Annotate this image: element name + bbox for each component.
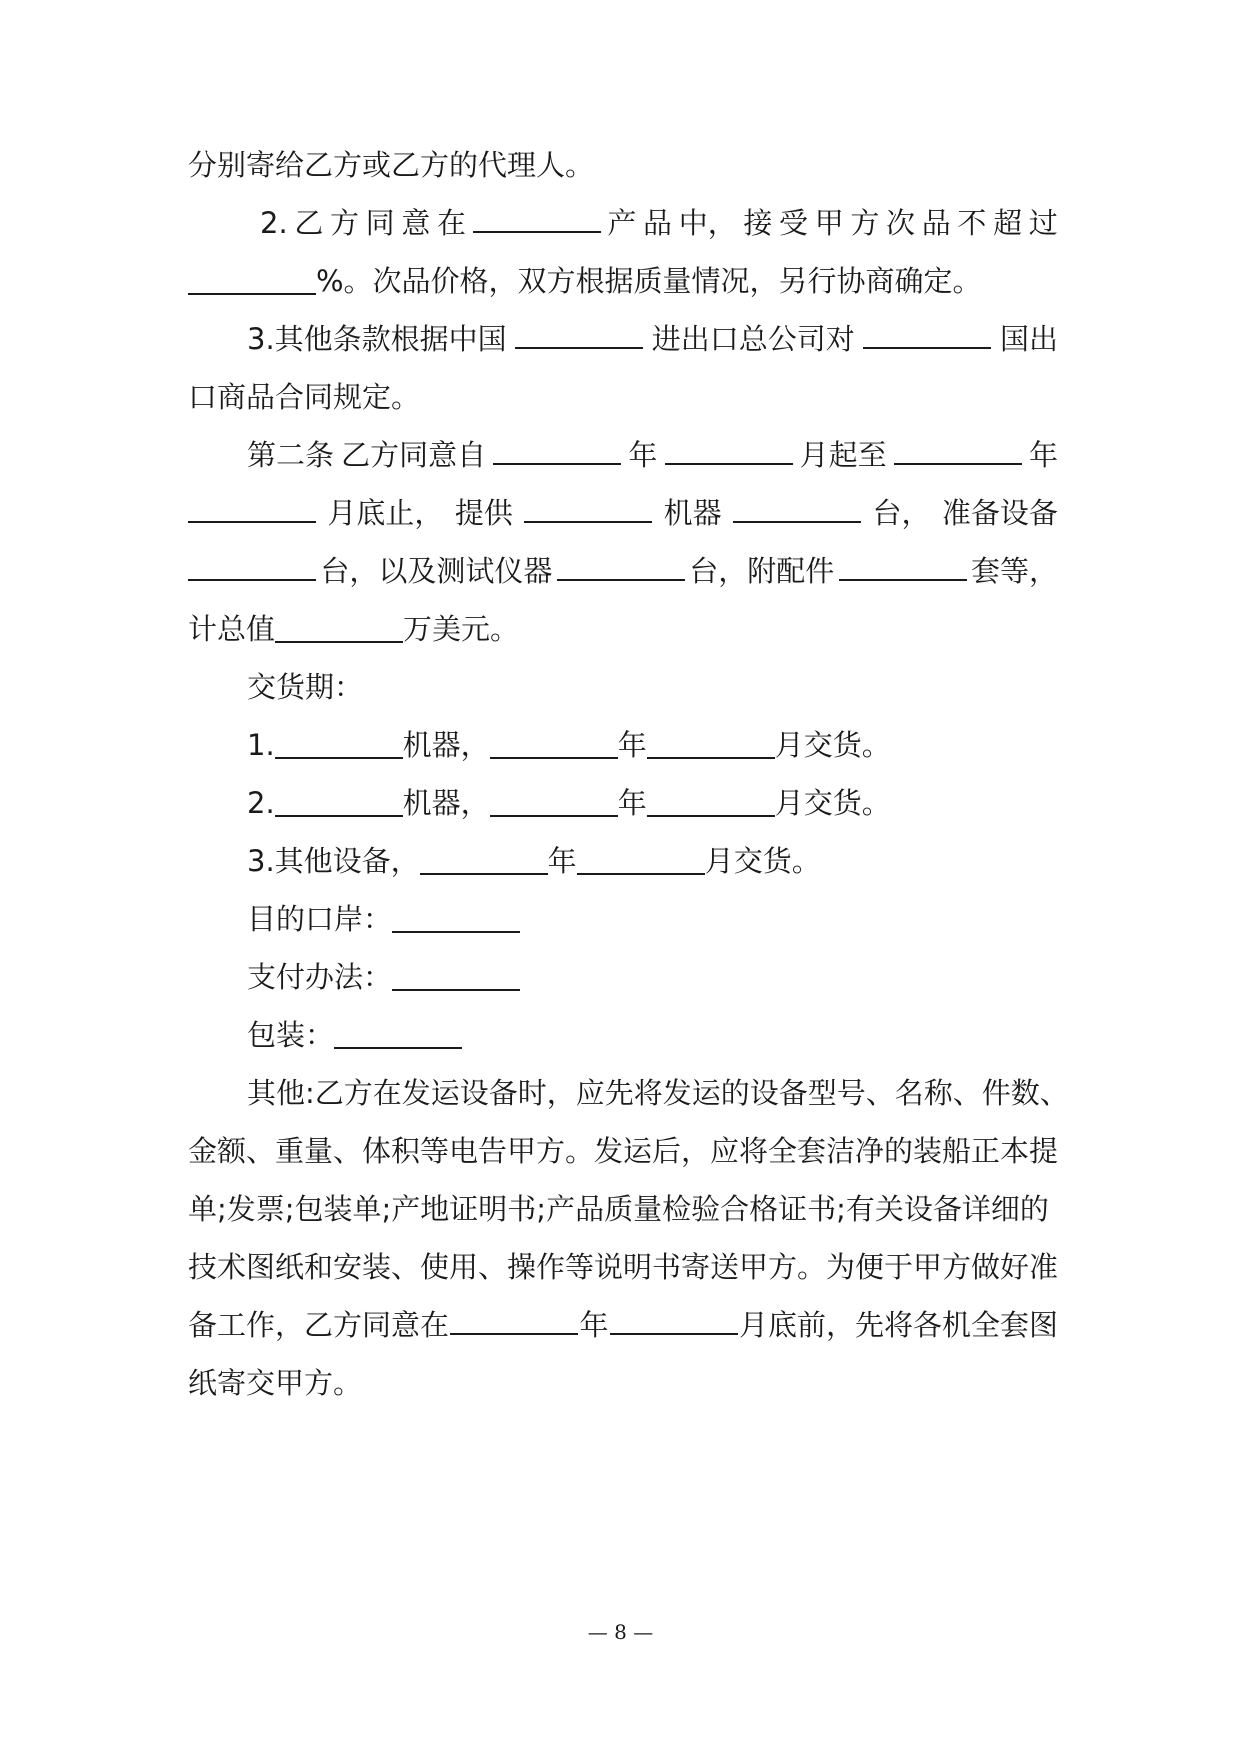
fill-blank — [490, 727, 618, 759]
field-label: 包装： — [247, 1018, 335, 1052]
text-segment: 月起至 — [799, 438, 887, 472]
text-segment: 不 — [957, 206, 987, 240]
text-segment: 乙方在发运设备时，应先将发运的设备型号、名称、件数、 — [314, 1076, 1069, 1110]
text-segment: 年 — [1028, 438, 1058, 472]
text-segment: 年 — [579, 1308, 609, 1342]
text-segment: 3.其他条款根据中国 — [247, 322, 507, 356]
fill-blank — [577, 843, 705, 875]
text-line — [188, 1126, 1058, 1176]
text-line — [247, 314, 1058, 364]
text-line — [188, 1358, 1058, 1408]
text-segment: 备工作，乙方同意在 — [188, 1308, 450, 1342]
text-segment: 中， — [678, 206, 737, 240]
text-line — [188, 546, 1058, 596]
field-label: 支付办法： — [247, 960, 393, 994]
fill-blank — [524, 491, 652, 523]
text-segment: 品 — [921, 206, 951, 240]
text-line — [260, 198, 1058, 248]
text-segment: 年 — [547, 844, 577, 878]
text-segment: 甲 — [814, 206, 844, 240]
text-line — [188, 488, 1058, 538]
fill-blank — [647, 785, 775, 817]
text-line — [188, 256, 1058, 306]
text-line — [247, 662, 1058, 712]
fill-blank — [275, 785, 403, 817]
text-segment: %。次品价格，双方根据质量情况，另行协商确定。 — [316, 264, 982, 298]
fill-blank — [490, 785, 618, 817]
text-segment: 月底前，先将各机全套图 — [738, 1308, 1058, 1342]
fill-blank — [392, 959, 520, 991]
fill-blank — [275, 727, 403, 759]
text-segment: 计总值 — [188, 612, 276, 646]
text-segment: 国出 — [999, 322, 1058, 356]
fill-blank — [493, 433, 621, 465]
text-segment: 方 — [850, 206, 880, 240]
text-segment: 品 — [643, 206, 673, 240]
text-segment: 万美元。 — [403, 612, 520, 646]
text-segment: 套等， — [970, 554, 1058, 588]
fill-blank — [334, 1017, 462, 1049]
text-segment: 月交货。 — [774, 728, 891, 762]
text-segment: 超 — [993, 206, 1023, 240]
text-segment: 乙方同意自 — [341, 438, 487, 472]
text-segment: 机器 — [663, 496, 722, 530]
fill-blank — [647, 727, 775, 759]
fill-blank — [515, 317, 643, 349]
text-line — [247, 894, 1058, 944]
text-segment: 提供 — [454, 496, 513, 530]
fill-blank — [557, 549, 685, 581]
text-segment: 年 — [617, 728, 647, 762]
text-line — [188, 1300, 1058, 1350]
list-item — [247, 778, 1058, 828]
text-line — [188, 1184, 1058, 1234]
fill-blank — [420, 843, 548, 875]
section-heading: 交货期： — [247, 670, 364, 704]
text-segment: 纸寄交甲方。 — [188, 1366, 363, 1400]
list-item — [247, 836, 1058, 886]
list-item — [247, 720, 1058, 770]
fill-blank — [863, 317, 991, 349]
text-segment: 台，附配件 — [689, 554, 835, 588]
text-segment: 2. — [247, 786, 275, 820]
text-segment: 机器， — [402, 728, 490, 762]
section-heading: 第二条 — [247, 438, 335, 472]
fill-blank — [473, 201, 601, 233]
text-segment: 台，以及测试仪器 — [320, 554, 553, 588]
text-segment: 乙 — [294, 206, 324, 240]
text-segment: 年 — [628, 438, 658, 472]
text-segment: 意 — [401, 206, 431, 240]
fill-blank — [665, 433, 793, 465]
text-segment: 方 — [330, 206, 360, 240]
text-segment: 准备设备 — [941, 496, 1058, 530]
page-number: — 8 — — [587, 1620, 654, 1644]
text-line — [188, 372, 1058, 422]
text-segment: 过 — [1028, 206, 1058, 240]
text-line — [247, 430, 1058, 480]
text-line — [247, 952, 1058, 1002]
text-segment: 月底止， — [327, 496, 444, 530]
text-segment: 口商品合同规定。 — [188, 380, 421, 414]
text-line — [188, 604, 1058, 654]
text-segment: 技术图纸和安装、使用、操作等说明书寄送甲方。为便于甲方做好准 — [188, 1250, 1059, 1284]
text-segment: 机器， — [402, 786, 490, 820]
text-segment: 月交货。 — [774, 786, 891, 820]
text-segment: 接 — [743, 206, 773, 240]
field-label: 目的口岸： — [247, 902, 393, 936]
fill-blank — [839, 549, 967, 581]
text-line — [188, 1242, 1058, 1292]
fill-blank — [188, 263, 316, 295]
fill-blank — [392, 901, 520, 933]
text-segment: 金额、重量、体积等电告甲方。发运后，应将全套洁净的装船正本提 — [188, 1134, 1059, 1168]
text-segment: 分别寄给乙方或乙方的代理人。 — [188, 148, 595, 182]
text-segment: 3.其他设备， — [247, 844, 420, 878]
text-segment: 同 — [365, 206, 395, 240]
fill-blank — [450, 1303, 578, 1335]
text-segment: 在 — [437, 206, 467, 240]
text-segment: 产 — [607, 206, 637, 240]
fill-blank — [610, 1303, 738, 1335]
text-segment: 受 — [779, 206, 809, 240]
text-line — [247, 1068, 1069, 1118]
text-line — [247, 1010, 1058, 1060]
text-segment: 单;发票;包装单;产地证明书;产品质量检验合格证书;有关设备详细的 — [188, 1192, 1049, 1226]
text-segment: 进出口总公司对 — [651, 322, 855, 356]
text-segment: 其他: — [247, 1076, 315, 1110]
text-segment: 次 — [886, 206, 916, 240]
text-segment: 月交货。 — [704, 844, 821, 878]
text-segment: 年 — [617, 786, 647, 820]
fill-blank — [188, 549, 316, 581]
fill-blank — [894, 433, 1022, 465]
text-segment: 2. — [260, 206, 288, 240]
text-segment: 台， — [872, 496, 931, 530]
fill-blank — [188, 491, 316, 523]
text-segment: 1. — [247, 728, 275, 762]
text-line — [188, 140, 1058, 190]
fill-blank — [275, 611, 403, 643]
fill-blank — [733, 491, 861, 523]
